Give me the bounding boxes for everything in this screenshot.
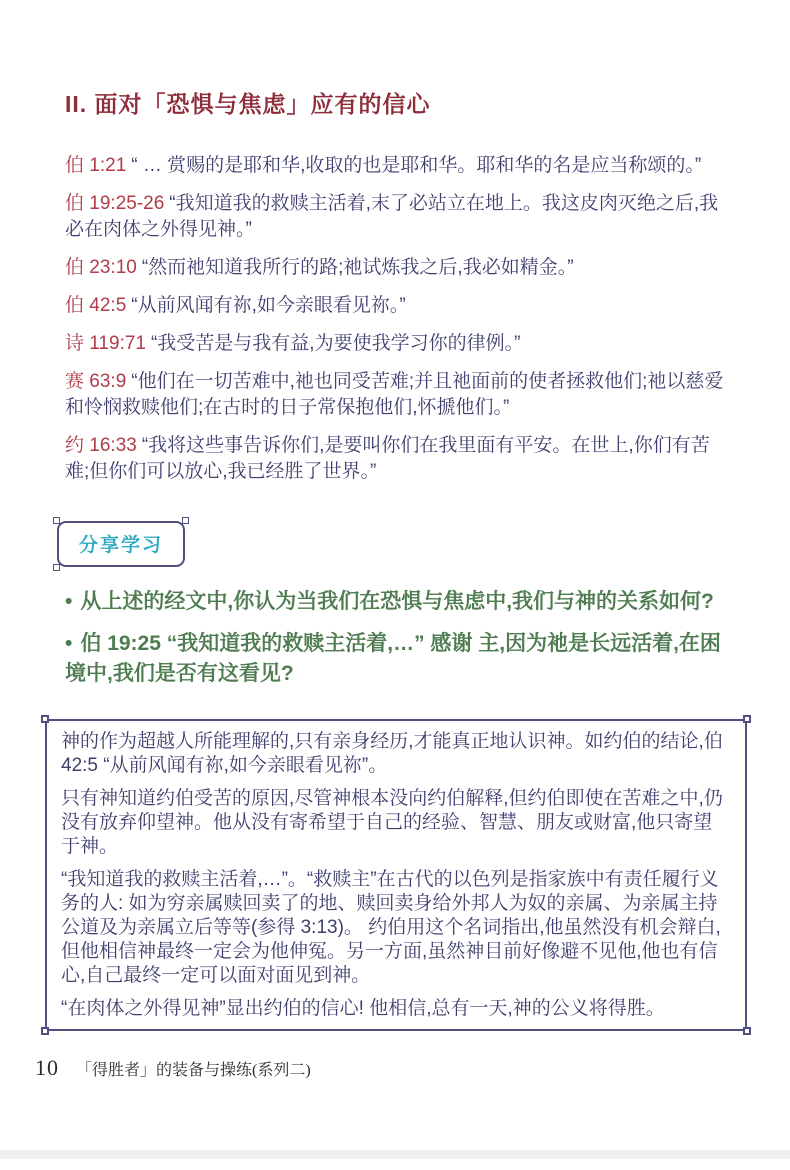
- corner-ornament-icon: [53, 517, 60, 524]
- question-list: [65, 587, 727, 689]
- share-study-label: 分享学习: [79, 535, 164, 556]
- verse-text: “从前风闻有祢,如今亲眼看见祢。”: [131, 295, 406, 316]
- corner-ornament-icon: [53, 564, 60, 571]
- verse-text: “我知道我的救赎主活着,末了必站立在地上。我这皮肉灭绝之后,我必在肉体之外得见神。”: [65, 193, 719, 240]
- corner-ornament-icon: [743, 1027, 751, 1035]
- question-item: [65, 587, 727, 617]
- verse-reference: 伯 23:10: [65, 257, 137, 278]
- commentary-paragraph: 神的作为超越人所能理解的,只有亲身经历,才能真正地认识神。如约伯的结论,伯 42:5 “从前风闻有祢,如今亲眼看见祢”。: [61, 731, 723, 776]
- verse-item: [65, 331, 727, 357]
- verse-item: [65, 153, 727, 179]
- verse-item: [65, 191, 727, 243]
- verse-reference: 伯 42:5: [65, 295, 127, 316]
- verse-text: “然而祂知道我所行的路;祂试炼我之后,我必如精金。”: [141, 257, 574, 278]
- verse-item: [65, 369, 727, 421]
- verse-item: [65, 293, 727, 319]
- verse-text: “他们在一切苦难中,祂也同受苦难;并且祂面前的使者拯救他们;祂以慈爱和怜悯救赎他们;在古时的日子常保抱他们,怀搋他们。”: [65, 371, 724, 418]
- verse-text: “ … 赏赐的是耶和华,收取的也是耶和华。耶和华的名是应当称颂的。”: [131, 155, 702, 176]
- share-study-badge: [57, 521, 185, 567]
- commentary-box: [45, 719, 747, 1031]
- verse-item: [65, 255, 727, 281]
- verse-text: “我将这些事告诉你们,是要叫你们在我里面有平安。在世上,你们有苦难;但你们可以放心,我已经胜了世界。”: [65, 435, 710, 482]
- page-number: 10: [35, 1055, 59, 1080]
- page-footer: [0, 1055, 790, 1081]
- verse-list: [65, 153, 727, 485]
- corner-ornament-icon: [41, 1027, 49, 1035]
- bullet-icon: •: [65, 632, 73, 655]
- commentary-paragraph: 只有神知道约伯受苦的原因,尽管神根本没向约伯解释,但约伯即使在苦难之中,仍没有放弃仰望神。他从没有寄希望于自己的经验、智慧、朋友或财富,他只寄望于神。: [61, 788, 723, 857]
- corner-ornament-icon: [182, 517, 189, 524]
- verse-item: [65, 433, 727, 485]
- commentary-paragraph: “我知道我的救赎主活着,…”。“救赎主”在古代的以色列是指家族中有责任履行义务的人: 如为穷亲属赎回卖了的地、赎回卖身给外邦人为奴的亲属、为亲属主持公道及为亲属立后等等(参得 3:13)。 约伯用这个名词指出,他虽然没有机会辩白,但他相信神最终一定会为他伸冤。另一方面,虽然神目前好像避不见他,他也有信心,自己最终一定可以面对面见到神。: [61, 869, 721, 986]
- verse-reference: 伯 1:21: [65, 155, 127, 176]
- verse-reference: 伯 19:25-26: [65, 193, 165, 214]
- corner-ornament-icon: [743, 715, 751, 723]
- question-item: [65, 629, 727, 689]
- question-text: 伯 19:25 “我知道我的救赎主活着,…” 感谢 主,因为祂是长远活着,在困境中,我们是否有这看见?: [65, 632, 721, 685]
- verse-reference: 赛 63:9: [65, 371, 127, 392]
- verse-reference: 诗 119:71: [65, 333, 146, 354]
- verse-text: “我受苦是与我有益,为要使我学习你的律例。”: [150, 333, 521, 354]
- section-heading: II. 面对「恐惧与焦虑」应有的信心: [65, 91, 431, 117]
- book-title: 「得胜者」的装备与操练(系列二): [76, 1062, 311, 1079]
- bottom-scan-band: [0, 1150, 790, 1159]
- page-content: [0, 86, 790, 1031]
- question-text: 从上述的经文中,你认为当我们在恐惧与焦虑中,我们与神的关系如何?: [80, 590, 714, 613]
- verse-reference: 约 16:33: [65, 435, 137, 456]
- commentary-paragraph: “在肉体之外得见神”显出约伯的信心! 他相信,总有一天,神的公义将得胜。: [61, 998, 665, 1019]
- corner-ornament-icon: [41, 715, 49, 723]
- bullet-icon: •: [65, 590, 73, 613]
